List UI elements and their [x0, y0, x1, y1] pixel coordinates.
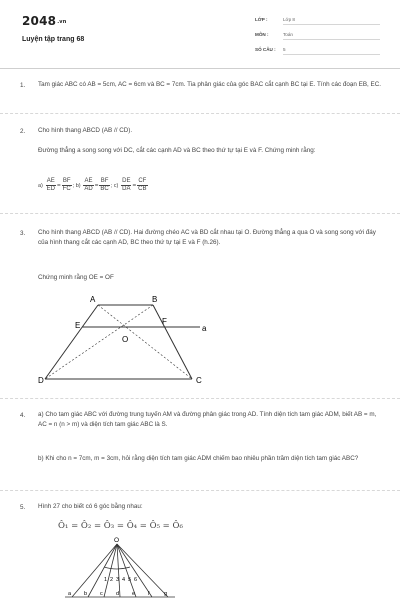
point-label: a: [68, 591, 72, 597]
point-label: d: [116, 591, 120, 597]
point-label: b: [84, 591, 88, 597]
question-3-text: Cho hình thang ABCD (AB // CD). Hai đường chéo AC và BD cắt nhau tại O. Đường thẳng a qua O và song song với đáy của hình thang cắt các cạnh AD, BC theo thứ tự tại E và F (h.26).: [38, 229, 376, 246]
question-number: 3.: [20, 230, 26, 237]
svg-text:O: O: [114, 537, 120, 544]
meta-subject: MÔN : Toán: [255, 32, 380, 40]
meta-question-count: SỐ CÂU : 5: [255, 47, 380, 55]
point-label: e: [132, 591, 136, 597]
question-1-text: Tam giác ABC có AB = 5cm, AC = 6cm và BC = 7cm. Tia phân giác của góc BAC cắt cạnh BC tại E. Tính các đoạn EB, EC.: [38, 81, 382, 88]
svg-text:2: 2: [110, 577, 114, 583]
svg-text:5: 5: [128, 577, 132, 583]
question-4b-text: b) Khi cho n = 7cm, m = 3cm, hỏi rằng diện tích tam giác ADM chiếm bao nhiêu phần trăm diện tích tam giác ABC?: [38, 455, 359, 462]
svg-text:C: C: [196, 376, 202, 385]
question-number: 1.: [20, 82, 26, 89]
question-number: 4.: [20, 412, 26, 419]
svg-text:E: E: [75, 321, 81, 330]
svg-text:a: a: [202, 324, 207, 333]
svg-text:6: 6: [134, 577, 138, 583]
svg-text:D: D: [38, 376, 44, 385]
point-label: f: [148, 591, 150, 597]
trapezoid-figure: [30, 287, 220, 392]
point-label: c: [100, 591, 103, 597]
separator: [0, 113, 400, 114]
question-3-prove: Chứng minh rằng OE = OF: [38, 274, 114, 281]
question-number: 2.: [20, 128, 26, 135]
header: [0, 0, 400, 70]
question-4a-text: a) Cho tam giác ABC với đường trung tuyến AM và đường phân giác trong AD. Tính diện tích tam giác ADM, biết AB = m, AC = n (n > m) và diện tích tam giác ABC là S.: [38, 411, 377, 428]
page-title: Luyện tập trang 68: [22, 36, 85, 43]
question-2-line1: Cho hình thang ABCD (AB // CD).: [38, 127, 133, 134]
question-5-formula: Ô₁ = Ô₂ = Ô₃ = Ô₄ = Ô₅ = Ô₆: [58, 521, 183, 531]
svg-text:4: 4: [122, 577, 126, 583]
separator: [0, 398, 400, 399]
question-number: 5.: [20, 504, 26, 511]
point-label: g: [164, 591, 168, 597]
angles-figure: [60, 535, 180, 600]
svg-text:1: 1: [104, 577, 108, 583]
question-2-formulas: a) $\frac{AE}{ED}$ = $\frac{BF}{FC}$ ; b) $\frac{AE}{AD}$ = $\frac{BF}{BC}$ ; c) $\frac{DE}{DA}$ = $\frac{CF}{CB}$: [38, 178, 147, 192]
separator: [0, 490, 400, 491]
question-2-line2: Đường thẳng a song song với DC, cắt các cạnh AD và BC theo thứ tự tại E và F. Chứng minh rằng:: [38, 147, 316, 154]
separator: [0, 213, 400, 214]
header-divider: [0, 68, 400, 69]
svg-text:B: B: [152, 295, 158, 304]
question-5-text: Hình 27 cho biết có 6 góc bằng nhau:: [38, 503, 143, 510]
site-logo[interactable]: 2048.vn: [22, 14, 67, 28]
svg-text:A: A: [90, 295, 96, 304]
svg-text:F: F: [162, 317, 167, 326]
meta-class: LỚP : Lớp 8: [255, 17, 380, 25]
svg-text:3: 3: [116, 577, 120, 583]
svg-text:O: O: [122, 335, 129, 344]
